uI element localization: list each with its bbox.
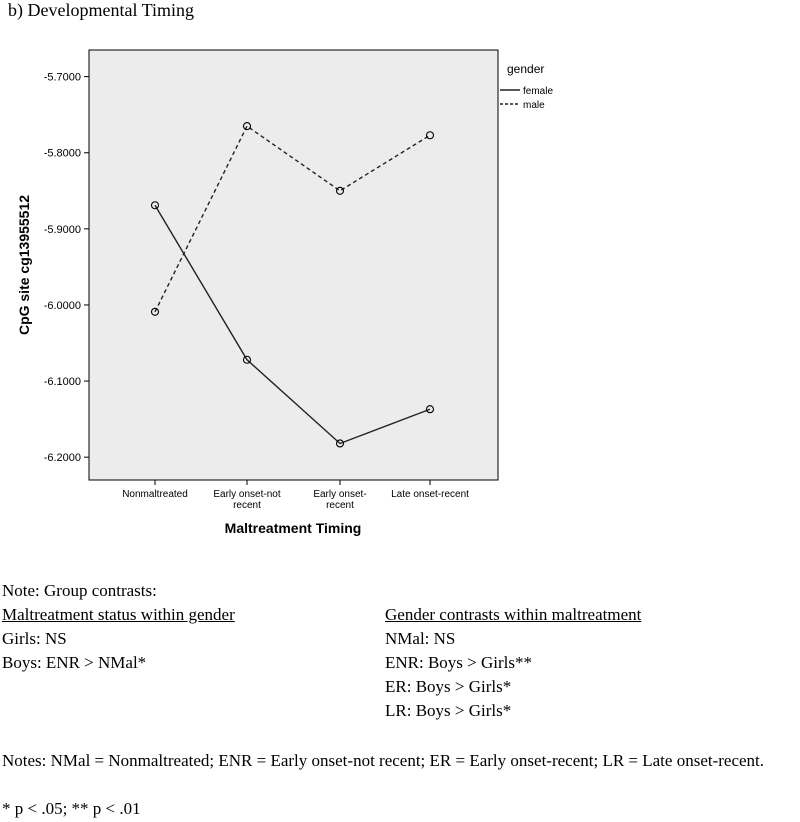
y-tick-label: -5.9000: [43, 223, 81, 236]
y-tick-label: -6.2000: [43, 452, 81, 465]
legend: [500, 86, 553, 111]
right-line-enr: ENR: Boys > Girls**: [385, 653, 533, 672]
significance-note: * p < .05; ** p < .01: [2, 799, 141, 818]
x-tick-label: Early onset-: [313, 489, 367, 500]
x-tick-label: recent: [233, 500, 261, 511]
y-tick-label: -6.0000: [43, 299, 81, 312]
legend-label-female: female: [523, 86, 554, 97]
x-axis-label: Maltreatment Timing: [224, 520, 362, 536]
x-tick-label: Nonmaltreated: [122, 489, 188, 500]
y-tick-label: -5.8000: [43, 147, 81, 160]
plot-area: [89, 50, 498, 480]
right-heading: Gender contrasts within maltreatment: [385, 605, 642, 624]
x-tick-label: recent: [326, 500, 354, 511]
note-header: Note: Group contrasts:: [2, 581, 157, 600]
left-heading: Maltreatment status within gender: [2, 605, 235, 624]
y-tick-label: -6.1000: [43, 376, 81, 389]
x-tick-label: Early onset-not: [213, 489, 281, 500]
legend-title: gender: [507, 62, 545, 76]
right-line-er: ER: Boys > Girls*: [385, 677, 512, 696]
left-line-boys: Boys: ENR > NMal*: [2, 653, 147, 672]
abbreviation-notes: Notes: NMal = Nonmaltreated; ENR = Early onset-not recent; ER = Early onset-recent; LR = Late onset-recent.: [2, 751, 765, 770]
panel-title: b) Developmental Timing: [8, 0, 194, 20]
left-line-girls: Girls: NS: [2, 629, 67, 648]
legend-label-male: male: [523, 100, 545, 111]
right-line-nmal: NMal: NS: [385, 629, 456, 648]
x-axis: [122, 480, 469, 511]
y-tick-label: -5.7000: [43, 71, 81, 84]
y-axis-label: CpG site cg13955512: [16, 194, 32, 336]
right-line-lr: LR: Boys > Girls*: [385, 701, 512, 720]
y-axis: [44, 72, 89, 465]
x-tick-label: Late onset-recent: [391, 489, 469, 500]
